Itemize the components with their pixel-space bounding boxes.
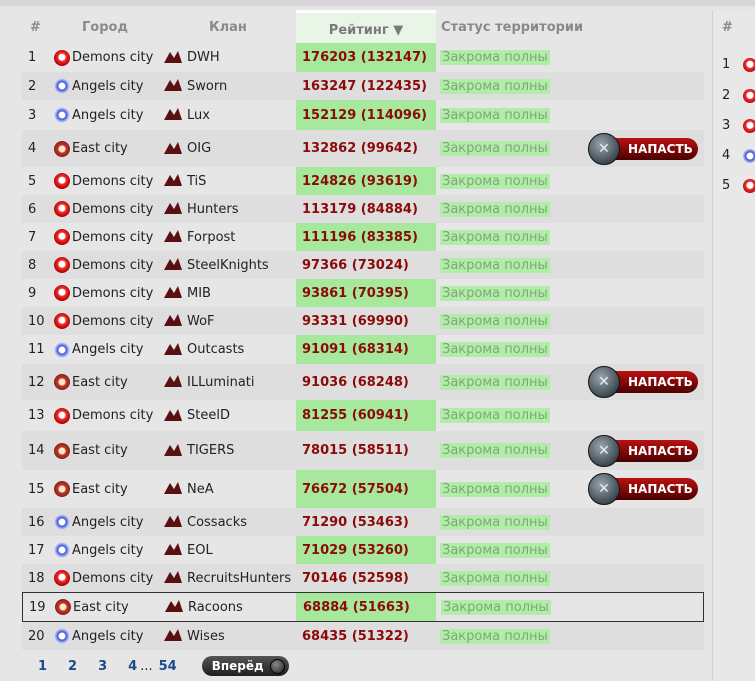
- row-rating: 152129 (114096): [302, 107, 427, 123]
- crossed-swords-icon: ✕: [588, 133, 620, 165]
- row-number: 5: [28, 173, 37, 189]
- row-rating: 81255 (60941): [302, 408, 409, 423]
- row-number: 15: [28, 481, 45, 497]
- row-status: [440, 100, 550, 130]
- city-name: Angels city: [72, 542, 144, 558]
- table-row[interactable]: [22, 508, 704, 536]
- clan-name[interactable]: SteelKnights: [187, 257, 269, 273]
- status-badge: Закрома полны: [442, 229, 548, 245]
- clan-name[interactable]: Lux: [187, 107, 210, 123]
- right-row-number: 2: [722, 88, 731, 103]
- right-row-number: 4: [722, 148, 731, 163]
- clan-name[interactable]: Sworn: [187, 78, 228, 94]
- page-link-1[interactable]: 1: [38, 658, 48, 674]
- clan-name[interactable]: SteelD: [187, 408, 230, 423]
- row-rating: 91091 (68314): [302, 342, 409, 357]
- row-clan[interactable]: [162, 223, 235, 251]
- status-badge: Закрома полны: [442, 313, 548, 329]
- status-badge: Закрома полны: [442, 570, 548, 586]
- clan-name[interactable]: Outcasts: [187, 342, 245, 357]
- table-row[interactable]: [22, 431, 704, 470]
- row-number: 7: [28, 229, 37, 245]
- attack-button[interactable]: [590, 478, 698, 500]
- right-table-panel: [712, 10, 755, 681]
- demons-city-icon: [54, 173, 70, 189]
- row-status: [440, 431, 550, 470]
- table-row[interactable]: [22, 279, 704, 307]
- row-city: [54, 307, 153, 335]
- city-name: Demons city: [72, 173, 154, 189]
- row-status: [440, 400, 550, 431]
- demons-city-icon: [54, 50, 70, 66]
- table-row[interactable]: [22, 622, 704, 650]
- city-name: East city: [72, 443, 128, 458]
- clan-name[interactable]: Hunters: [187, 201, 239, 217]
- row-clan[interactable]: [162, 622, 225, 650]
- row-status: [440, 364, 550, 400]
- row-clan[interactable]: [162, 43, 220, 72]
- clan-logo-icon: [162, 513, 184, 531]
- clan-logo-icon: [162, 77, 184, 95]
- angels-city-icon: [54, 628, 70, 644]
- demons-city-icon: [54, 285, 70, 301]
- status-badge: Закрома полны: [442, 257, 548, 273]
- table-row[interactable]: [22, 195, 704, 223]
- clan-logo-icon: [162, 569, 184, 587]
- demons-city-icon: [743, 89, 755, 103]
- row-number: 4: [28, 141, 37, 156]
- east-city-icon: [54, 374, 70, 390]
- table-row[interactable]: [22, 536, 704, 564]
- row-rating: 70146 (52598): [302, 570, 409, 586]
- city-name: Angels city: [72, 342, 144, 357]
- city-name: Demons city: [72, 285, 154, 301]
- city-name: Demons city: [72, 313, 154, 329]
- demons-city-icon: [54, 229, 70, 245]
- row-clan[interactable]: [162, 279, 211, 307]
- attack-button-label: НАПАСТЬ: [628, 482, 693, 496]
- row-rating: 111196 (83385): [302, 229, 418, 245]
- row-city: [54, 100, 143, 130]
- status-badge: Закрома полны: [442, 107, 548, 123]
- status-badge: Закрома полны: [442, 78, 548, 94]
- row-number: 19: [29, 599, 46, 615]
- row-clan[interactable]: [163, 593, 243, 621]
- clan-name[interactable]: TiS: [187, 173, 207, 189]
- table-row[interactable]: [22, 470, 704, 508]
- row-rating: 93861 (70395): [302, 285, 409, 301]
- right-row-number: 5: [722, 178, 731, 193]
- row-city: [54, 43, 153, 72]
- row-rating: 76672 (57504): [302, 481, 409, 497]
- header-clan[interactable]: Клан: [209, 20, 247, 35]
- row-clan[interactable]: [162, 536, 213, 564]
- row-number: 17: [28, 542, 45, 558]
- page-link-3[interactable]: 3: [98, 658, 108, 674]
- row-rating: 71290 (53463): [302, 514, 409, 530]
- row-rating: 124826 (93619): [302, 173, 418, 189]
- clan-name[interactable]: RecruitsHunters: [187, 570, 292, 586]
- clan-name[interactable]: Racoons: [188, 599, 243, 615]
- table-row[interactable]: [22, 130, 704, 167]
- row-rating: 68884 (51663): [303, 599, 410, 615]
- top-border: [0, 0, 755, 6]
- row-status: [440, 508, 550, 536]
- row-clan[interactable]: [162, 400, 230, 431]
- city-name: Demons city: [72, 201, 154, 217]
- angels-city-icon: [54, 542, 70, 558]
- attack-button[interactable]: [590, 440, 698, 462]
- city-name: Demons city: [72, 570, 154, 586]
- clan-name[interactable]: MIB: [187, 285, 211, 301]
- row-number: 9: [28, 285, 37, 301]
- row-clan[interactable]: [162, 470, 214, 508]
- row-number: 10: [28, 313, 45, 329]
- row-clan[interactable]: [162, 130, 211, 167]
- clan-logo-icon: [162, 312, 184, 330]
- east-city-icon: [54, 141, 70, 157]
- clan-name[interactable]: WoF: [187, 313, 215, 329]
- row-rating: 91036 (68248): [302, 374, 409, 390]
- east-city-icon: [54, 481, 70, 497]
- angels-city-icon: [54, 514, 70, 530]
- demons-city-icon: [743, 179, 755, 193]
- row-rating: 163247 (122435): [302, 78, 427, 94]
- row-city: [54, 195, 153, 223]
- table-row[interactable]: [22, 307, 704, 335]
- demons-city-icon: [743, 119, 755, 133]
- status-badge: Закрома полны: [442, 374, 548, 390]
- clan-name[interactable]: NeA: [187, 481, 214, 497]
- page-link-last[interactable]: 54: [158, 658, 177, 674]
- clan-logo-icon: [162, 49, 184, 67]
- demons-city-icon: [54, 570, 70, 586]
- table-row[interactable]: [22, 251, 704, 279]
- city-name: Demons city: [72, 257, 154, 273]
- clan-logo-icon: [162, 228, 184, 246]
- row-status: [440, 564, 550, 592]
- attack-button-label: НАПАСТЬ: [628, 375, 693, 389]
- city-name: Angels city: [72, 107, 144, 123]
- next-page-label: Вперёд: [211, 659, 264, 673]
- city-name: Demons city: [72, 408, 154, 423]
- clan-logo-icon: [162, 106, 184, 124]
- row-rating: 93331 (69990): [302, 313, 409, 329]
- status-badge: Закрома полны: [442, 342, 548, 357]
- clan-logo-icon: [163, 598, 185, 616]
- attack-button-label: НАПАСТЬ: [628, 141, 693, 156]
- status-badge: Закрома полны: [443, 599, 549, 615]
- header-right-num: #: [722, 20, 733, 35]
- row-clan[interactable]: [162, 508, 247, 536]
- clan-name[interactable]: Cossacks: [187, 514, 247, 530]
- row-number: 20: [28, 628, 45, 644]
- next-knob-icon: [270, 659, 285, 674]
- row-status: [440, 43, 550, 72]
- row-city: [54, 508, 143, 536]
- header-num: #: [30, 20, 41, 35]
- row-clan[interactable]: [162, 335, 244, 364]
- status-badge: Закрома полны: [442, 285, 548, 301]
- page-link-2[interactable]: 2: [68, 658, 78, 674]
- angels-city-icon: [54, 78, 70, 94]
- header-status: Статус территории: [441, 20, 584, 35]
- row-clan[interactable]: [162, 100, 210, 130]
- clan-name[interactable]: Forpost: [187, 229, 236, 245]
- row-number: 11: [28, 342, 45, 357]
- row-city: [54, 431, 128, 470]
- row-city: [54, 335, 143, 364]
- city-name: Demons city: [72, 50, 154, 65]
- table-row[interactable]: [22, 592, 704, 622]
- clan-logo-icon: [162, 284, 184, 302]
- clan-name[interactable]: ILLuminati: [187, 374, 255, 390]
- row-clan[interactable]: [162, 431, 234, 470]
- status-badge: Закрома полны: [442, 542, 548, 558]
- clan-name[interactable]: Wises: [187, 628, 225, 644]
- city-name: East city: [72, 481, 128, 497]
- row-status: [440, 223, 550, 251]
- angels-city-icon: [54, 107, 70, 123]
- row-city: [54, 536, 143, 564]
- row-rating: 97366 (73024): [302, 257, 409, 273]
- table-row[interactable]: [22, 72, 704, 100]
- city-name: Angels city: [72, 78, 144, 94]
- row-rating: 71029 (53260): [302, 542, 409, 558]
- row-status: [440, 72, 550, 100]
- row-number: 8: [28, 257, 37, 273]
- attack-button[interactable]: [590, 371, 698, 393]
- clan-logo-icon: [162, 541, 184, 559]
- status-badge: Закрома полны: [442, 443, 548, 458]
- row-city: [54, 223, 153, 251]
- demons-city-icon: [743, 58, 755, 72]
- status-badge: Закрома полны: [442, 50, 548, 65]
- row-number: 13: [28, 408, 45, 423]
- angels-city-icon: [743, 149, 755, 163]
- status-badge: Закрома полны: [442, 201, 548, 217]
- clan-name[interactable]: OIG: [187, 141, 212, 156]
- pagination: [38, 656, 289, 676]
- row-clan[interactable]: [162, 307, 215, 335]
- row-city: [55, 593, 129, 621]
- east-city-icon: [55, 599, 71, 615]
- angels-city-icon: [54, 342, 70, 358]
- row-status: [440, 130, 550, 167]
- table-row[interactable]: [22, 223, 704, 251]
- row-city: [54, 130, 128, 167]
- east-city-icon: [54, 443, 70, 459]
- row-city: [54, 251, 153, 279]
- table-row[interactable]: [22, 100, 704, 130]
- demons-city-icon: [54, 257, 70, 273]
- row-city: [54, 167, 153, 195]
- header-rating-sort[interactable]: Рейтинг ▼: [296, 10, 436, 43]
- row-number: 16: [28, 514, 45, 530]
- row-city: [54, 470, 128, 508]
- row-status: [440, 307, 550, 335]
- row-number: 12: [28, 374, 45, 390]
- row-status: [441, 593, 551, 621]
- row-clan[interactable]: [162, 564, 291, 592]
- row-city: [54, 622, 143, 650]
- row-clan[interactable]: [162, 364, 255, 400]
- row-rating: 78015 (58511): [302, 443, 409, 458]
- right-row-number: 1: [722, 57, 731, 72]
- row-status: [440, 335, 550, 364]
- row-number: 1: [28, 50, 37, 65]
- table-row[interactable]: [22, 400, 704, 431]
- clan-logo-icon: [162, 200, 184, 218]
- table-row[interactable]: [22, 43, 704, 72]
- city-name: East city: [73, 599, 129, 615]
- row-clan[interactable]: [162, 167, 206, 195]
- row-city: [54, 400, 153, 431]
- row-number: 18: [28, 570, 45, 586]
- row-status: [440, 195, 550, 223]
- clan-logo-icon: [162, 140, 184, 158]
- city-name: Angels city: [72, 514, 144, 530]
- page-link-4[interactable]: 4: [128, 658, 138, 674]
- row-clan[interactable]: [162, 72, 227, 100]
- row-number: 2: [28, 78, 37, 94]
- clan-logo-icon: [162, 172, 184, 190]
- demons-city-icon: [54, 313, 70, 329]
- status-badge: Закрома полны: [442, 141, 548, 156]
- row-status: [440, 251, 550, 279]
- row-clan[interactable]: [162, 251, 269, 279]
- clan-name[interactable]: TIGERS: [187, 443, 235, 458]
- city-name: East city: [72, 141, 128, 156]
- table-row[interactable]: [22, 564, 704, 592]
- pagination-ellipsis: ...: [140, 658, 153, 674]
- row-rating: 176203 (132147): [302, 50, 427, 65]
- table-row[interactable]: [22, 364, 704, 400]
- clan-logo-icon: [162, 442, 184, 460]
- attack-button[interactable]: [590, 138, 698, 160]
- row-rating: 68435 (51322): [302, 628, 409, 644]
- clan-logo-icon: [162, 407, 184, 425]
- demons-city-icon: [54, 201, 70, 217]
- status-badge: Закрома полны: [442, 173, 548, 189]
- clan-name[interactable]: DWH: [187, 50, 220, 65]
- row-city: [54, 564, 153, 592]
- clan-logo-icon: [162, 480, 184, 498]
- header-city[interactable]: Город: [82, 20, 128, 35]
- next-page-button[interactable]: [202, 656, 289, 676]
- crossed-swords-icon: ✕: [588, 435, 620, 467]
- clan-logo-icon: [162, 627, 184, 645]
- row-number: 3: [28, 107, 37, 123]
- status-badge: Закрома полны: [442, 514, 548, 530]
- right-row-number: 3: [722, 118, 731, 133]
- row-number: 6: [28, 201, 37, 217]
- city-name: East city: [72, 374, 128, 390]
- clan-name[interactable]: EOL: [187, 542, 213, 558]
- row-city: [54, 72, 143, 100]
- crossed-swords-icon: ✕: [588, 366, 620, 398]
- city-name: Angels city: [72, 628, 144, 644]
- row-rating: 113179 (84884): [302, 201, 418, 217]
- clan-logo-icon: [162, 256, 184, 274]
- row-status: [440, 536, 550, 564]
- table-row[interactable]: [22, 335, 704, 364]
- demons-city-icon: [54, 408, 70, 424]
- row-status: [440, 470, 550, 508]
- row-status: [440, 622, 550, 650]
- row-status: [440, 279, 550, 307]
- row-number: 14: [28, 443, 45, 458]
- status-badge: Закрома полны: [442, 481, 548, 497]
- crossed-swords-icon: ✕: [588, 473, 620, 505]
- row-status: [440, 167, 550, 195]
- row-rating: 132862 (99642): [302, 141, 418, 156]
- clan-logo-icon: [162, 373, 184, 391]
- table-row[interactable]: [22, 167, 704, 195]
- status-badge: Закрома полны: [442, 628, 548, 644]
- row-clan[interactable]: [162, 195, 238, 223]
- row-city: [54, 364, 128, 400]
- city-name: Demons city: [72, 229, 154, 245]
- attack-button-label: НАПАСТЬ: [628, 443, 693, 458]
- row-city: [54, 279, 153, 307]
- clan-logo-icon: [162, 341, 184, 359]
- status-badge: Закрома полны: [442, 408, 548, 423]
